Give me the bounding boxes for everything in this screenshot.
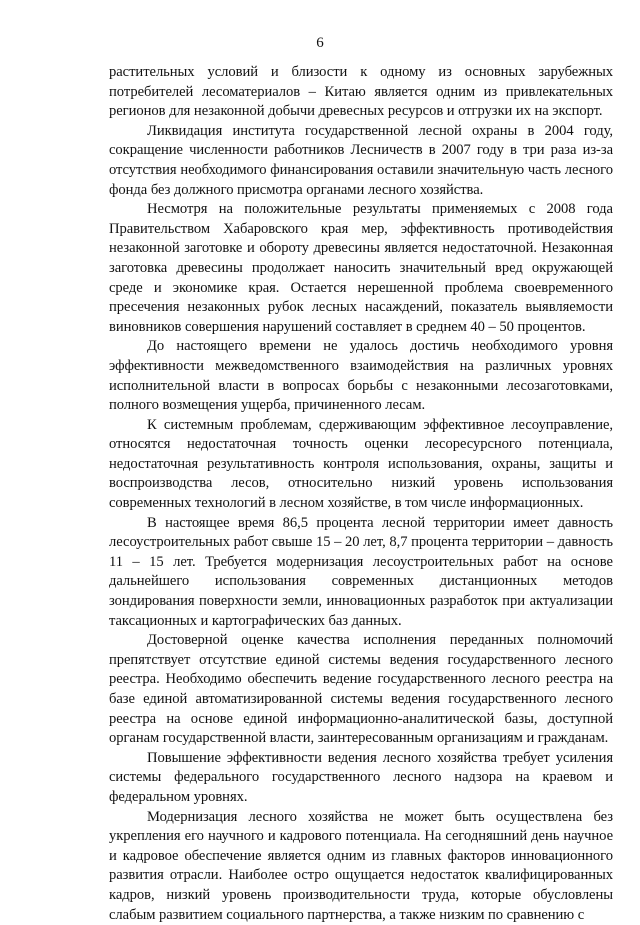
paragraph-forest-supervision: Повышение эффективности ведения лесного хозяйства требует усиления системы федерального государственного лесного надзора на краевом и федеральном уровнях. <box>109 749 613 805</box>
paragraph-illegal-logging-counteraction: Несмотря на положительные результаты применяемых с 2008 года Правительством Хабаровского края мер, эффективность противодействия незаконной заготовке и обороту древесины является недостаточной. Незаконная заготовка древесины продолжает наносить значительный вред окружающей среде и экономике края. Остается нерешенной проблема своевременного пресечения незаконных рубок лесных насаждений, показатель выявляемости виновников совершения нарушений составляет в среднем 40 – 50 процентов. <box>109 201 613 335</box>
paragraph-interagency-cooperation: До настоящего времени не удалось достичь необходимого уровня эффективности межведомственного взаимодействия на различных уровнях исполнительной власти в вопросах борьбы с незаконными лесозаготовками, полного возмещения ущерба, причиненного лесам. <box>109 338 613 414</box>
paragraph-forest-registry: Достоверной оценке качества исполнения переданных полномочий препятствует отсутствие единой системы ведения государственного лесного реестра. Необходимо обеспечить ведение государственного лесного реестра на базе единой автоматизированной системы ведения государственного лесного реестра на основе единой информационно-аналитической базы, доступной органам государственной власти, заинтересованным организациям и гражданам. <box>109 632 613 747</box>
paragraph-forest-guard-liquidation: Ликвидация института государственной лесной охраны в 2004 году, сокращение численности работников Лесничеств в 2007 году в три раза из-за отсутствия необходимого финансирования оставили значительную часть лесного фонда без должного присмотра органами лесного хозяйства. <box>109 122 613 198</box>
document-body <box>109 63 613 925</box>
page-number: 6 <box>316 35 324 51</box>
paragraph-modernization-personnel: Модернизация лесного хозяйства не может быть осуществлена без укрепления его научного и кадрового потенциала. На сегодняшний день научное и кадровое обеспечение является одним из главных факторов инновационного развития отрасли. Наиболее остро ощущается недостаток квалифицированных кадров, низкий уровень производительности труда, которые обусловлены слабым развитием социального партнерства, а также низким по сравнению с <box>109 808 613 923</box>
paragraph-forest-inventory-age: В настоящее время 86,5 процента лесной территории имеет давность лесоустроительных работ свыше 15 – 20 лет, 8,7 процента территории – давность 11 – 15 лет. Требуется модернизация лесоустроительных работ на основе дальнейшего использования современных дистанционных методов зондирования поверхности земли, инновационных разработок при актуализации таксационных и картографических баз данных. <box>109 514 613 629</box>
paragraph-continuation: растительных условий и близости к одному из основных зарубежных потребителей лесоматериалов – Китаю является одним из привлекательных регионов для незаконной добычи древесных ресурсов и отгрузки их на экспорт. <box>109 64 613 120</box>
paragraph-systemic-problems: К системным проблемам, сдерживающим эффективное лесоуправление, относятся недостаточная точность оценки лесоресурсного потенциала, недостаточная результативность контроля использования, охраны, защиты и воспроизводства лесов, относительно низкий уровень использования современных технологий в лесном хозяйстве, в том числе информационных. <box>109 416 613 512</box>
